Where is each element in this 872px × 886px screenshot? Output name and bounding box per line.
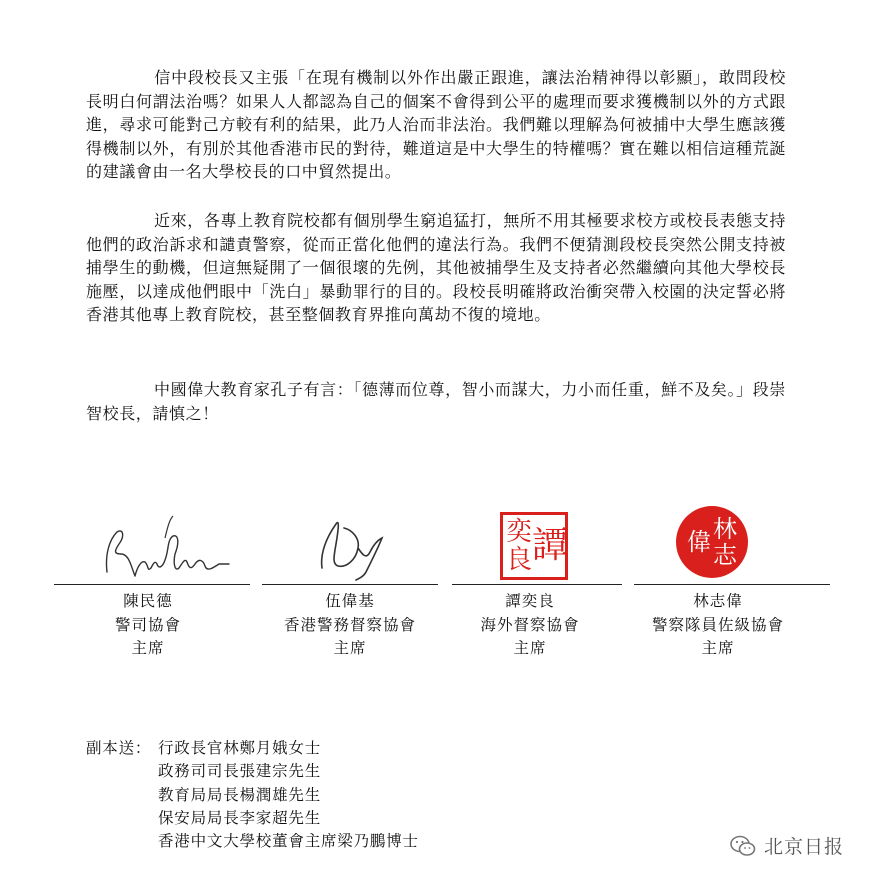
- watermark: [730, 832, 844, 859]
- signature-line-3: [452, 584, 622, 585]
- wechat-icon: [730, 835, 756, 857]
- watermark-text: 北京日报: [763, 836, 844, 858]
- signatory-name: 伍偉基: [325, 592, 375, 610]
- cc-recipient: 行政長官林鄭月娥女士: [158, 739, 322, 757]
- seal-lam-char-3: 志: [713, 541, 737, 569]
- seal-lam-char-1: 偉: [687, 528, 711, 556]
- signatory-org: 香港警務督察協會: [283, 615, 416, 634]
- signatory-role: 主席: [513, 639, 547, 657]
- paragraph-3: 中國偉大教育家孔子有言：「德薄而位尊，智小而謀大，力小而任重，鮮不及矣。」段崇智校長，請慎之！: [86, 380, 786, 423]
- signature-chan: [95, 510, 235, 585]
- cc-recipient: 保安局局長李家超先生: [158, 808, 322, 827]
- signatory-role: 主席: [701, 639, 735, 657]
- signature-line-1: [54, 584, 250, 585]
- cc-recipient: 政務司司長張建宗先生: [158, 762, 322, 781]
- cc-recipient: 香港中文大學校董會主席梁乃鵬博士: [158, 832, 419, 851]
- signatory-org: 海外督察協會: [480, 615, 580, 634]
- seal-tan: [500, 512, 568, 580]
- seal-lam-char-2: 林: [713, 515, 737, 543]
- paragraph-1: 信中段校長又主張「在現有機制以外作出嚴正跟進，讓法治精神得以彰顯」，敢問段校長明白何謂法治嗎？如果人人都認為自己的個案不會得到公平的處理而要求獲機制以外的方式跟進，尋求可能對己方較有利的結果，此乃人治而非法治。我們難以理解為何被捕中大學生應該獲得機制以外，有別於其他香港市民的對待，難道這是中大學生的特權嗎？實在難以相信這種荒誕的建議會由一名大學校長的口中貿然提出。: [86, 68, 786, 181]
- signature-line-2: [262, 584, 438, 585]
- signature-ng: [308, 508, 398, 583]
- signatory-org: 警察隊員佐級協會: [651, 615, 784, 634]
- signatory-4: [618, 590, 818, 661]
- signatory-2: [250, 590, 450, 661]
- seal-tan-char-2: 奕: [506, 517, 533, 547]
- paragraph-2: 近來，各專上教育院校都有個別學生窮追猛打，無所不用其極要求校方或校長表態支持他們的政治訴求和譴責警察，從而正當化他們的違法行為。我們不便猜測段校長突然公開支持被捕學生的動機，但這無疑開了一個很壞的先例，其他被捕學生及支持者必然繼續向其他大學校長施壓，以達成他們眼中「洗白」暴動罪行的目的。段校長明確將政治衝突帶入校園的決定誓必將香港其他專上教育院校，甚至整個教育界推向萬劫不復的境地。: [86, 211, 786, 324]
- signatory-name: 譚奕良: [505, 592, 555, 610]
- seal-tan-char-1: 譚: [532, 525, 569, 566]
- seal-lam: [676, 506, 748, 578]
- seal-tan-char-3: 良: [506, 545, 533, 575]
- signatory-name: 陳民德: [123, 592, 173, 610]
- signatory-org: 警司協會: [114, 615, 181, 634]
- cc-list: [86, 737, 419, 853]
- signatory-name: 林志偉: [693, 592, 743, 610]
- signatory-role: 主席: [131, 639, 165, 657]
- signature-line-4: [634, 584, 830, 585]
- signatory-1: [48, 590, 248, 661]
- signatory-role: 主席: [333, 639, 367, 657]
- signatory-3: [430, 590, 630, 661]
- cc-label: 副本送：: [86, 739, 152, 757]
- cc-recipient: 教育局局長楊潤雄先生: [158, 785, 322, 804]
